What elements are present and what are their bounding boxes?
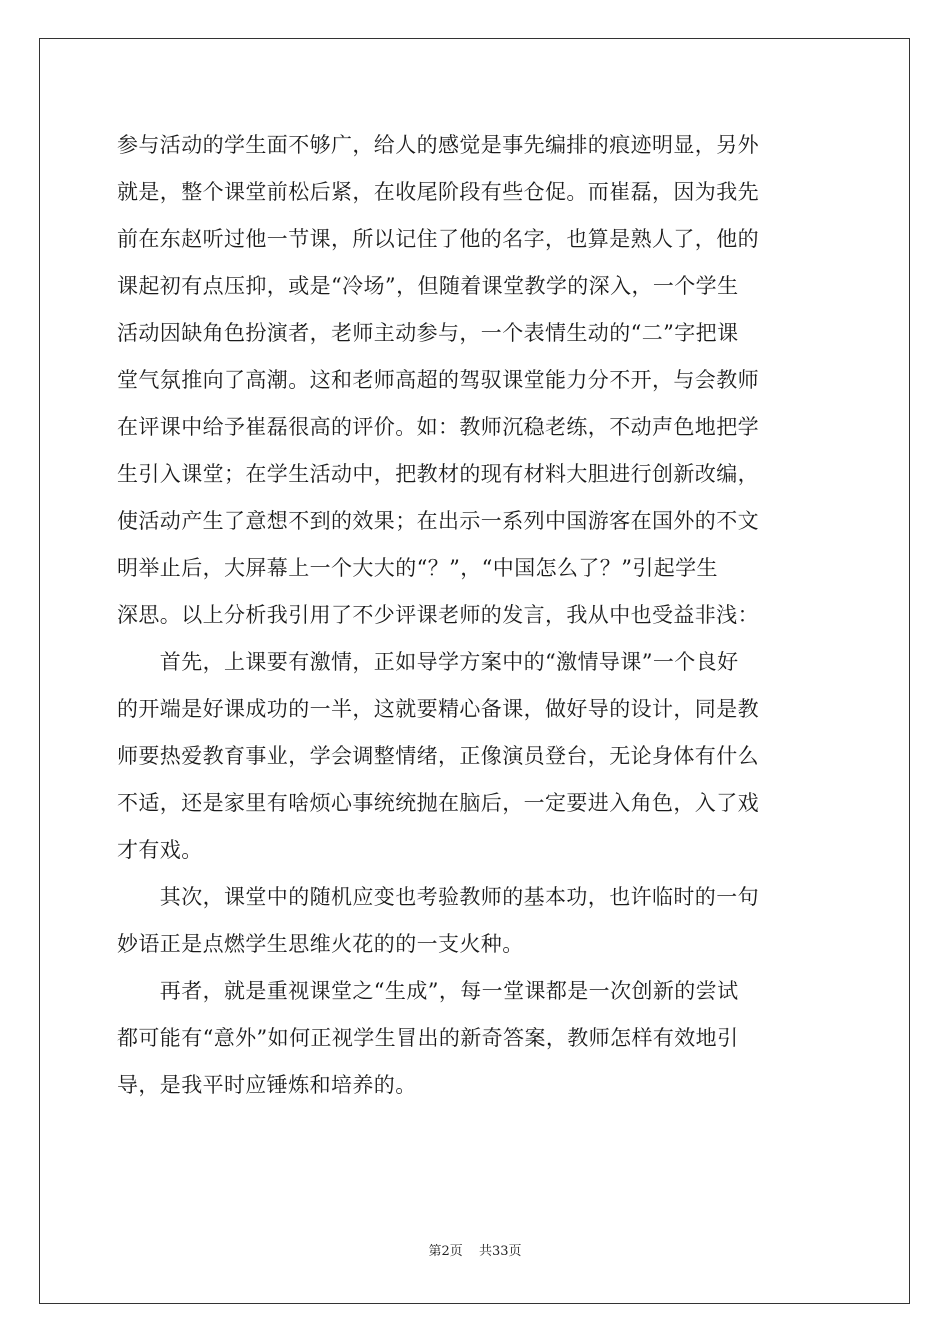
text-line: 在评课中给予崔磊很高的评价。如：教师沉稳老练，不动声色地把学 xyxy=(117,415,759,439)
text-line: 导，是我平时应锤炼和培养的。 xyxy=(117,1073,417,1097)
text-line: 堂气氛推向了高潮。这和老师高超的驾驭课堂能力分不开，与会教师 xyxy=(117,368,759,392)
text-line: 妙语正是点燃学生思维火花的的一支火种。 xyxy=(117,932,524,956)
document-body xyxy=(117,122,833,1109)
text-line: 参与活动的学生面不够广，给人的感觉是事先编排的痕迹明显，另外 xyxy=(117,133,759,157)
text-line: 课起初有点压抑，或是“冷场”，但随着课堂教学的深入，一个学生 xyxy=(117,274,739,298)
text-line: 其次，课堂中的随机应变也考验教师的基本功，也许临时的一句 xyxy=(117,885,759,909)
text-line: 明举止后，大屏幕上一个大大的“？”，“中国怎么了？”引起学生 xyxy=(117,556,718,580)
text-line: 使活动产生了意想不到的效果；在出示一系列中国游客在国外的不文 xyxy=(117,509,759,533)
page-footer xyxy=(0,1240,950,1259)
text-line: 都可能有“意外”如何正视学生冒出的新奇答案，教师怎样有效地引 xyxy=(117,1026,739,1050)
text-line: 的开端是好课成功的一半，这就要精心备课，做好导的设计，同是教 xyxy=(117,697,759,721)
text-line: 生引入课堂；在学生活动中，把教材的现有材料大胆进行创新改编， xyxy=(117,462,759,486)
text-line: 再者，就是重视课堂之“生成”，每一堂课都是一次创新的尝试 xyxy=(117,979,739,1003)
text-line: 前在东赵听过他一节课，所以记住了他的名字，也算是熟人了，他的 xyxy=(117,227,759,251)
text-line: 不适，还是家里有啥烦心事统统抛在脑后，一定要进入角色，入了戏 xyxy=(117,791,759,815)
page-number: 第2页 xyxy=(428,1244,463,1259)
text-line: 才有戏。 xyxy=(117,838,203,862)
text-line: 活动因缺角色扮演者，老师主动参与，一个表情生动的“二”字把课 xyxy=(117,321,739,345)
text-line: 首先，上课要有激情，正如导学方案中的“激情导课”一个良好 xyxy=(117,650,739,674)
page-total: 共33页 xyxy=(478,1244,522,1259)
text-line: 师要热爱教育事业，学会调整情绪，正像演员登台，无论身体有什么 xyxy=(117,744,759,768)
text-line: 深思。以上分析我引用了不少评课老师的发言，我从中也受益非浅： xyxy=(117,603,759,627)
text-line: 就是，整个课堂前松后紧，在收尾阶段有些仓促。而崔磊，因为我先 xyxy=(117,180,759,204)
